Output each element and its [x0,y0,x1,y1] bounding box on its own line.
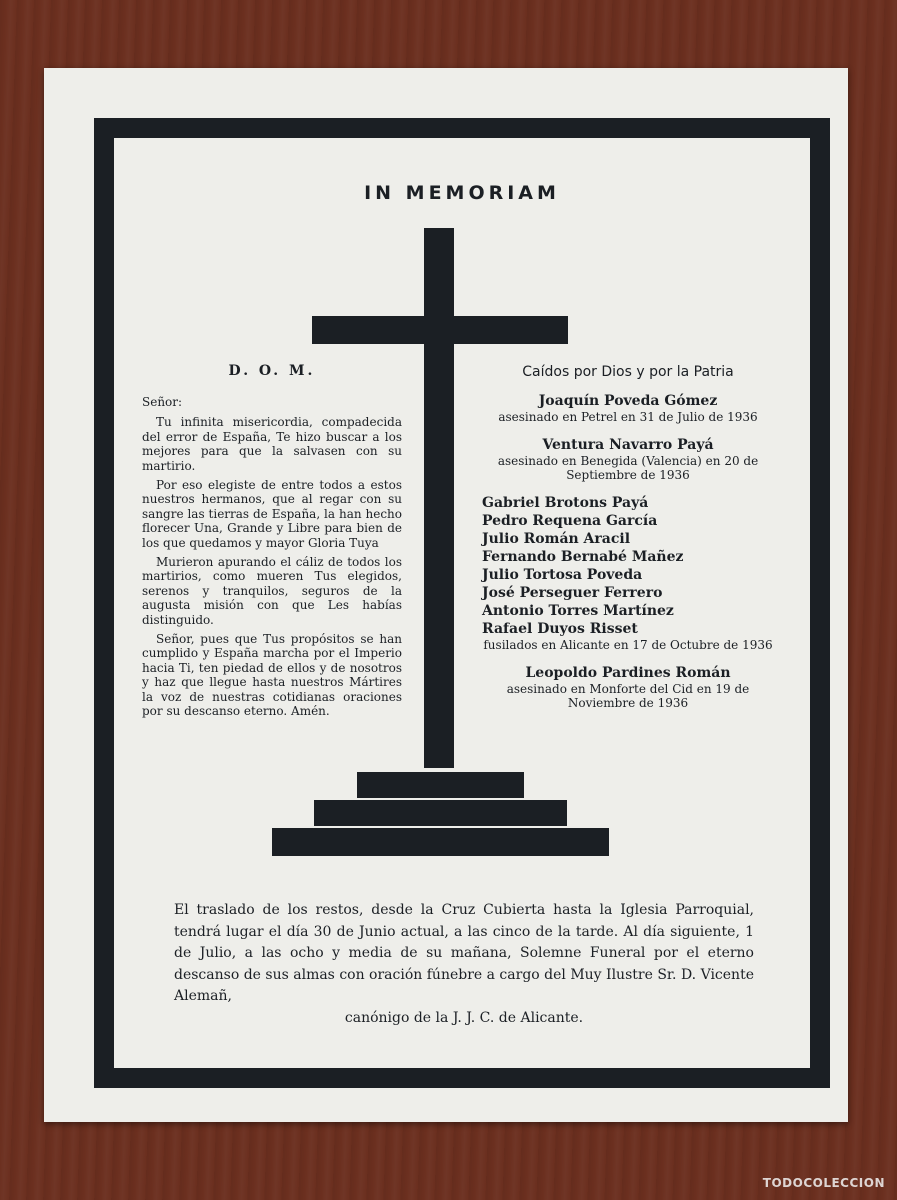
prayer-paragraph: Murieron apurando el cáliz de todos los martirios, como mueren Tus elegidos, serenos y tranquilos, seguros de la augusta misión con que Les habías distinguido. [142,554,402,627]
cross-horizontal-beam [312,316,568,344]
victim-detail: fusilados en Alicante en 17 de Octubre de 1936 [483,638,773,652]
victim-entry [478,436,778,482]
mourning-border [94,118,830,1088]
victim-name: Rafael Duyos Risset [482,621,638,637]
victim-detail: asesinado en Benegida (Valencia) en 20 de Septiembre de 1936 [497,454,759,482]
cross-vertical-beam [424,228,454,768]
victim-name: Joaquín Poveda Gómez [538,393,718,409]
victim-names-list [478,494,778,638]
victim-name: Gabriel Brotons Payá [482,495,649,511]
salutation: Señor: [142,394,183,409]
prayer-paragraph: Señor, pues que Tus propósitos se han cumplido y España marcha por el Imperio hacia Ti, ten piedad de ellos y de nosotros y haz que llegue hasta nuestros Mártires la voz de nuestras cotidianas oraciones por su descanso eterno. Amén. [142,631,402,719]
fallen-heading: Caídos por Dios y por la Patria [522,364,734,380]
announcement-last-line: canónigo de la J. J. C. de Alicante. [344,1009,584,1026]
announcement-body: El traslado de los restos, desde la Cruz Cubierta hasta la Iglesia Parroquial, tendrá lugar el día 30 de Junio actual, a las cinco de la tarde. Al día siguiente, 1 de Julio, a las ocho y media de su mañana, Solemne Funeral por el eterno descanso de sus almas con oración fúnebre a cargo del Muy Ilustre Sr. D. Vicente Alemañ, [174,902,754,1004]
victim-group [478,494,778,652]
cross-pedestal-step-top [357,772,524,798]
cross-pedestal-step-middle [314,800,567,826]
victim-name: Ventura Navarro Payá [542,437,714,453]
dom-heading: D. O. M. [228,363,316,379]
funeral-announcement [174,900,754,1029]
victim-name: Leopoldo Pardines Román [525,665,731,681]
victim-name: Antonio Torres Martínez [482,603,674,619]
victim-name: Pedro Requena García [482,513,658,529]
victim-name: José Perseguer Ferrero [482,585,663,601]
prayer-paragraph: Por eso elegiste de entre todos a estos nuestros hermanos, que al regar con su sangre las tierras de España, la han hecho florecer Una, Grande y Libre para bien de los que quedamos y mayor Gloria Tuya [142,477,402,550]
victim-detail: asesinado en Monforte del Cid en 19 de Noviembre de 1936 [506,682,750,710]
victim-entry [478,392,778,424]
fallen-column [478,364,778,722]
victim-entry [478,664,778,710]
page-title: IN MEMORIAM [364,182,560,204]
prayer-column [142,364,402,723]
memorial-card [44,68,848,1122]
victim-name: Julio Tortosa Poveda [482,567,643,583]
victim-name: Fernando Bernabé Mañez [482,549,684,565]
prayer-paragraph: Tu infinita misericordia, compadecida del error de España, Te hizo buscar a los mejores para que la salvasen con su martirio. [142,415,402,473]
cross-pedestal-step-bottom [272,828,609,856]
victim-detail: asesinado en Petrel en 31 de Julio de 1936 [498,410,758,424]
watermark: TODOCOLECCION [762,1176,885,1190]
victim-name: Julio Román Aracil [482,531,631,547]
